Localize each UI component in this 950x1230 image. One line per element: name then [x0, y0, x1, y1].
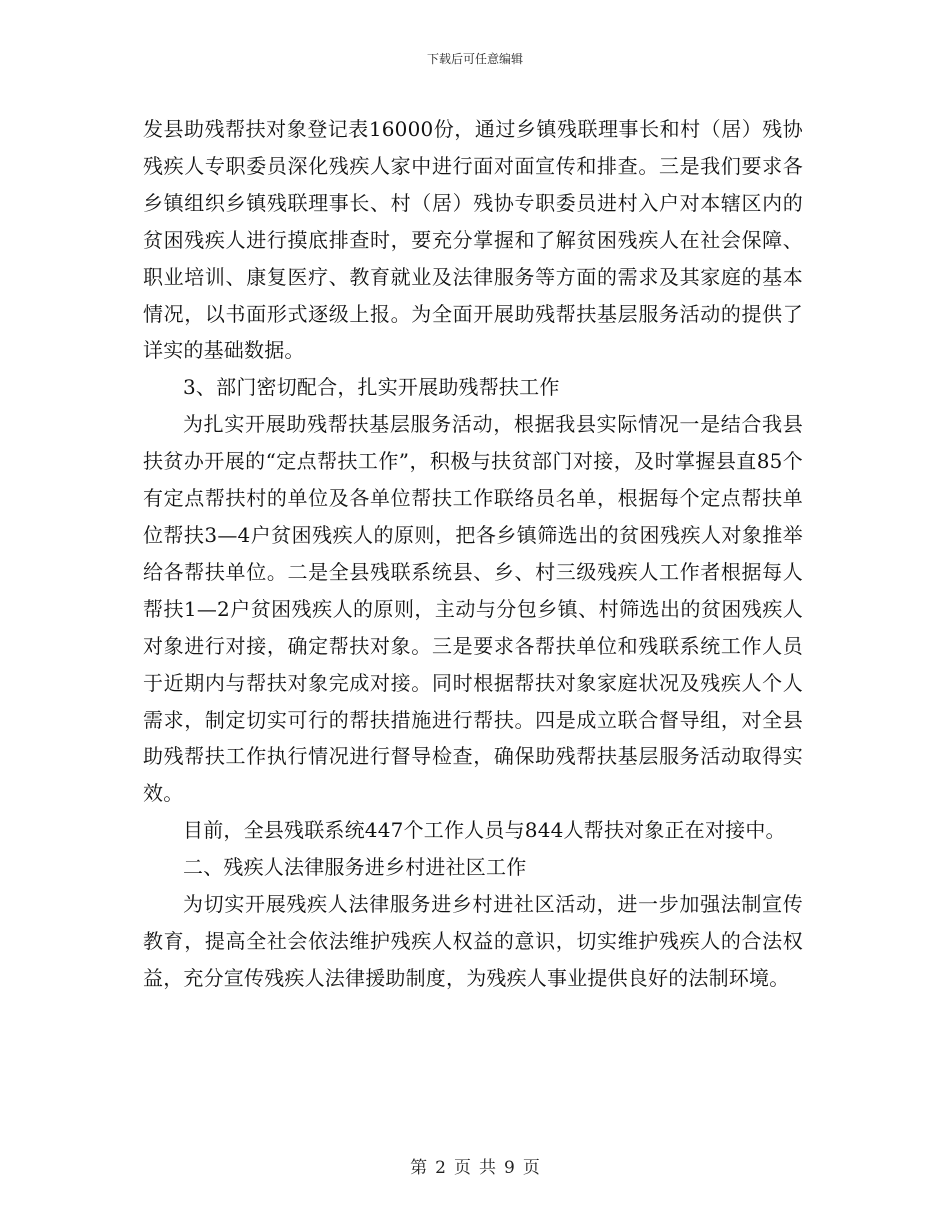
footer-suffix: 页	[522, 1158, 540, 1178]
total-page-number: 9	[504, 1158, 515, 1178]
footer-total-label: 共	[479, 1158, 496, 1178]
paragraph-continuation: 发县助残帮扶对象登记表16000份，通过乡镇残联理事长和村（居）残协残疾人专职委员深化残疾人家中进行面对面宣传和排查。三是我们要求各乡镇组织乡镇残联理事长、村（居）残协专职委员进村入户对本辖区内的贫困残疾人进行摸底排查时，要充分掌握和了解贫困残疾人在社会保障、职业培训、康复医疗、教育就业及法律服务等方面的需求及其家庭的基本情况，以书面形式逐级上报。为全面开展助残帮扶基层服务活动的提供了详实的基础数据。	[143, 117, 803, 363]
page-footer	[0, 1153, 950, 1178]
page-header: 下载后可任意编辑	[426, 52, 523, 66]
paragraph-current-status: 目前，全县残联系统447个工作人员与844人帮扶对象正在对接中。	[183, 818, 786, 843]
footer-page-label: 页	[454, 1158, 471, 1178]
document-body	[143, 111, 803, 997]
paragraph-legal-services: 为切实开展残疾人法律服务进乡村进社区活动，进一步加强法制宣传教育，提高全社会依法维护残疾人权益的意识，切实维护残疾人的合法权益，充分宣传残疾人法律援助制度，为残疾人事业提供良好的法制环境。	[143, 892, 803, 990]
footer-prefix: 第	[410, 1158, 428, 1178]
section-heading-3: 3、部门密切配合，扎实开展助残帮扶工作	[183, 375, 560, 400]
paragraph-cooperation: 为扎实开展助残帮扶基层服务活动，根据我县实际情况一是结合我县扶贫办开展的“定点帮扶工作”，积极与扶贫部门对接，及时掌握县直85个有定点帮扶村的单位及各单位帮扶工作联络员名单，根据每个定点帮扶单位帮扶3—4户贫困残疾人的原则，把各乡镇筛选出的贫困残疾人对象推举给各帮扶单位。二是全县残联系统县、乡、村三级残疾人工作者根据每人帮扶1—2户贫困残疾人的原则，主动与分包乡镇、村筛选出的贫困残疾人对象进行对接，确定帮扶对象。三是要求各帮扶单位和残联系统工作人员于近期内与帮扶对象完成对接。同时根据帮扶对象家庭状况及残疾人个人需求，制定切实可行的帮扶措施进行帮扶。四是成立联合督导组，对全县助残帮扶工作执行情况进行督导检查，确保助残帮扶基层服务活动取得实效。	[143, 412, 803, 806]
current-page-number: 2	[435, 1158, 446, 1178]
section-heading-legal-services: 二、残疾人法律服务进乡村进社区工作	[183, 855, 527, 880]
